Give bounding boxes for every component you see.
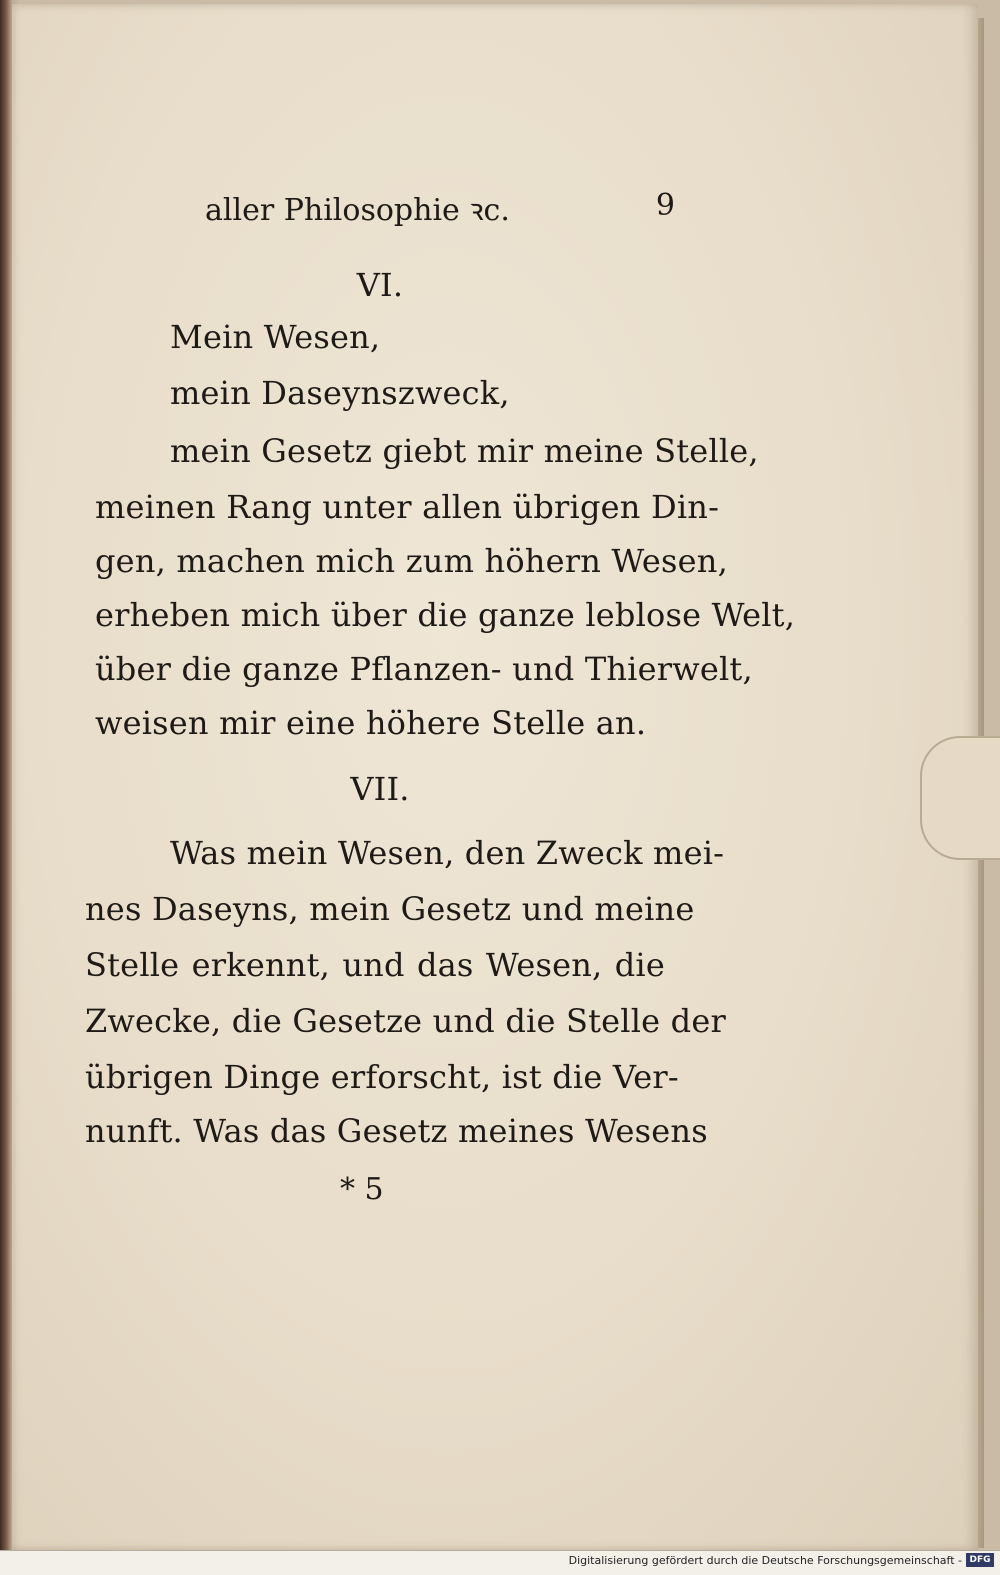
text-line: mein Gesetz giebt mir meine Stelle, — [170, 432, 759, 470]
text-line: meinen Rang unter allen übrigen Din- — [95, 488, 720, 526]
text-line: erheben mich über die ganze leblose Welt, — [95, 596, 796, 634]
text-line: weisen mir eine höhere Stelle an. — [95, 704, 647, 742]
page-tab — [920, 736, 1000, 860]
running-title: aller Philosophie ꝛc. — [205, 193, 510, 228]
section-numeral: VI. — [356, 266, 404, 304]
text-line: über die ganze Pflanzen- und Thierwelt, — [95, 650, 753, 688]
text-line: mein Daseynszweck, — [170, 374, 510, 412]
text-line: nes Daseyns, mein Gesetz und meine — [85, 890, 695, 928]
text-line: gen, machen mich zum höhern Wesen, — [95, 542, 728, 580]
text-line: übrigen Dinge erforscht, ist die Ver- — [85, 1058, 679, 1096]
text-line: nunft. Was das Gesetz meines Wesens — [85, 1112, 708, 1150]
text-line: Was mein Wesen, den Zweck mei- — [170, 834, 725, 872]
text-line: Stelle erkennt, und das Wesen, die — [85, 946, 665, 984]
text-line: Mein Wesen, — [170, 318, 381, 356]
dfg-logo: DFG — [966, 1553, 994, 1567]
section-numeral: VII. — [350, 770, 410, 808]
digitization-credit: Digitalisierung gefördert durch die Deutsche Forschungsgemeinschaft - — [568, 1554, 962, 1567]
page-number: 9 — [655, 188, 675, 223]
signature-mark: * 5 — [340, 1172, 384, 1207]
text-line: Zwecke, die Gesetze und die Stelle der — [85, 1002, 726, 1040]
